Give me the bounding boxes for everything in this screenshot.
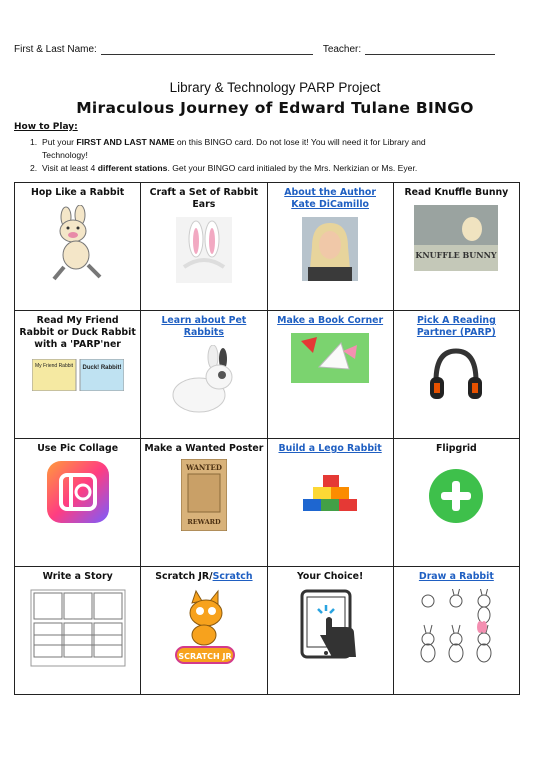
project-title: Library & Technology PARP Project [169,80,381,95]
cell-label: Flipgrid [435,443,477,454]
rabbit-ears-headband-icon [176,217,232,283]
cell-label: Read My Friend Rabbit or Duck Rabbit with a 'PARP'ner [19,315,136,350]
bingo-cell[interactable] [141,183,267,311]
knuffle-title-text: KNUFFLE BUNNY [415,250,497,260]
rabbit-drawing-steps [414,589,498,665]
bingo-cell[interactable] [267,567,393,695]
scratch-logo-text: SCRATCH JR [178,652,232,661]
bingo-cell[interactable] [393,311,519,439]
hopping-bunny-icon [46,205,110,283]
cell-label: Use Pic Collage [37,443,119,454]
bingo-cell[interactable] [267,439,393,567]
flipgrid-plus-icon [427,467,485,525]
scratch-link[interactable]: Scratch [212,571,253,582]
step-2-bold: different stations [97,163,168,173]
bingo-cell[interactable] [15,567,141,695]
name-label: First & Last Name: [14,44,97,55]
my-friend-rabbit-text: My Friend Rabbit [34,363,73,369]
bingo-cell[interactable] [15,439,141,567]
step-1-number: 1. [30,137,38,147]
bingo-cell[interactable] [141,439,267,567]
header-fields [14,44,536,55]
cell-label: Your Choice! [296,571,364,582]
book-corner-link[interactable]: Make a Book Corner [277,315,384,326]
cell-label [144,571,263,583]
tablet-touch-icon [298,589,362,661]
scratch-jr-label: Scratch JR/ [155,571,213,582]
reward-text: REWARD [187,518,221,526]
bingo-cell[interactable] [267,183,393,311]
wanted-text: WANTED [185,463,222,472]
name-field[interactable] [101,45,313,55]
cell-label: Read Knuffle Bunny [404,187,509,198]
bingo-cell[interactable] [141,311,267,439]
step-2-text-b: . Get your BINGO card initialed by the Mrs. Nerkizian or Ms. Eyer. [167,163,418,173]
draw-rabbit-link[interactable]: Draw a Rabbit [418,571,494,582]
teacher-label: Teacher: [322,44,362,55]
bingo-cell[interactable] [141,567,267,695]
bingo-cell[interactable] [267,311,393,439]
pic-collage-app-icon [47,461,109,523]
cell-label: Write a Story [42,571,113,582]
cell-label: Craft a Set of Rabbit Ears [149,187,259,210]
wanted-poster-image [181,459,227,531]
bingo-cell[interactable] [393,183,519,311]
how-to-heading: How to Play: [14,122,78,132]
origami-book-corner-photo [291,333,369,383]
step-1 [30,136,520,149]
pet-rabbits-link[interactable]: Learn about Pet Rabbits [161,315,247,338]
instructions [30,136,520,175]
knuffle-bunny-book-cover [414,205,498,271]
story-template-sheet [30,589,126,667]
bingo-cell[interactable] [393,439,519,567]
headphones-icon [426,345,486,405]
lego-bricks-icon [299,469,361,519]
step-1-bold: FIRST AND LAST NAME [76,137,175,147]
bingo-cell[interactable] [15,311,141,439]
reading-partner-link[interactable]: Pick A Reading Partner (PARP) [416,315,496,338]
author-photo [302,217,358,281]
white-rabbit-photo [169,345,239,415]
cell-label: Hop Like a Rabbit [30,187,125,198]
step-2-text-a: Visit at least 4 [42,163,98,173]
bingo-cell[interactable] [15,183,141,311]
step-2-number: 2. [30,163,38,173]
scratch-cat-icon [166,589,242,667]
step-1-text-b: on this BINGO card. Do not lose it! You will need it for Library and [174,137,426,147]
teacher-field[interactable] [365,45,495,55]
author-link[interactable]: About the Author Kate DiCamillo [284,187,376,210]
rabbit-books-covers [32,359,124,391]
bingo-cell[interactable] [393,567,519,695]
bingo-grid [14,182,520,695]
duck-rabbit-text: Duck! Rabbit! [82,365,122,371]
step-2 [30,162,520,175]
lego-rabbit-link[interactable]: Build a Lego Rabbit [278,443,382,454]
bingo-title: Miraculous Journey of Edward Tulane BINGO [76,99,474,117]
step-1-continued: Technology! [42,150,88,160]
step-1-text-a: Put your [42,137,77,147]
cell-label: Make a Wanted Poster [144,443,264,454]
